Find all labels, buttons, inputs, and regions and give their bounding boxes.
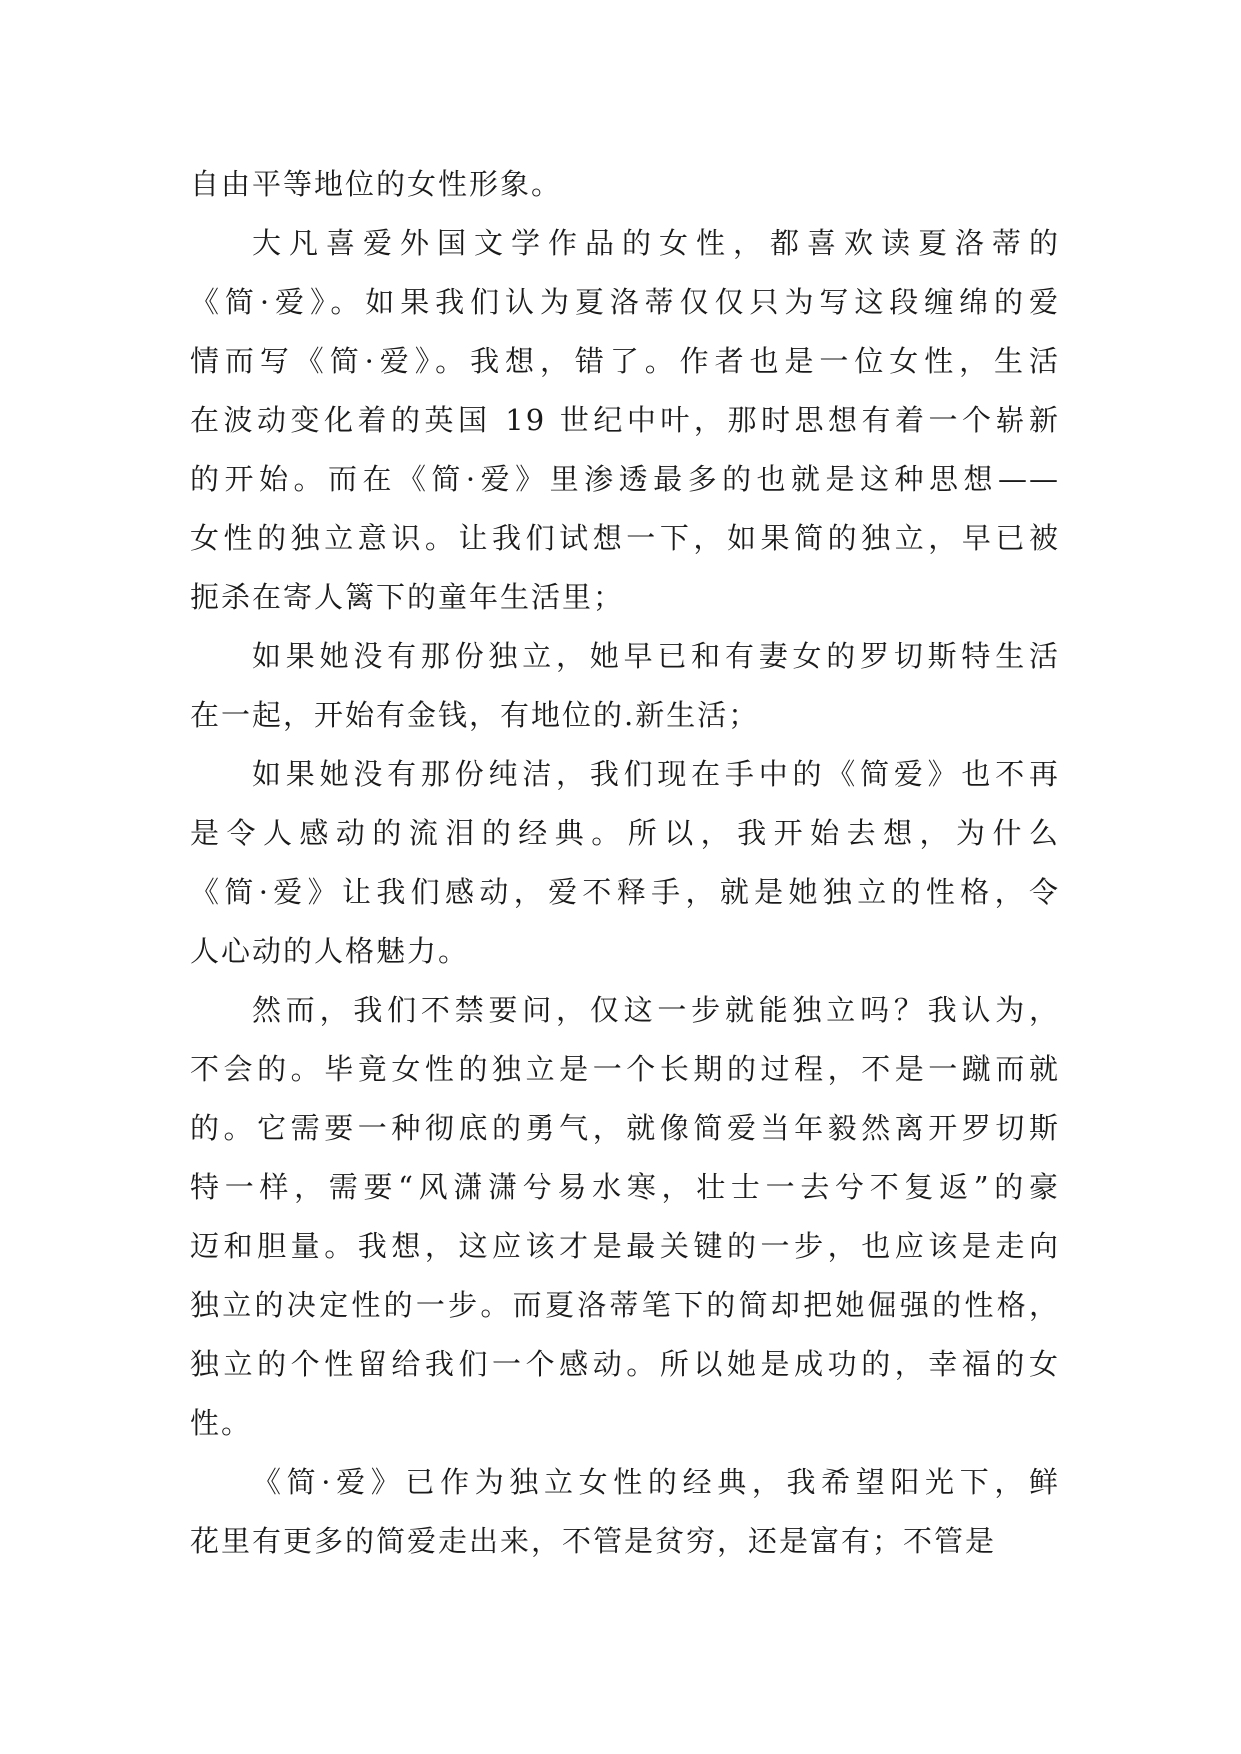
paragraph-courage xyxy=(190,981,1060,1453)
paragraph-without-purity xyxy=(190,745,1060,981)
paragraph-author-intent xyxy=(190,214,1060,627)
text-line: 女性的独立意识。让我们试想一下，如果简的独立，早已被 xyxy=(190,521,1060,555)
paragraph-classic xyxy=(190,1453,1060,1571)
text-line: 是令人感动的流泪的经典。所以，我开始去想，为什么 xyxy=(190,816,1060,850)
text-line: 《简·爱》。如果我们认为夏洛蒂仅仅只为写这段缠绵的爱 xyxy=(190,285,1060,319)
text-line: 《简·爱》让我们感动，爱不释手，就是她独立的性格，令 xyxy=(190,875,1060,909)
paragraph-without-independence xyxy=(190,627,1060,745)
text-line: 不会的。毕竟女性的独立是一个长期的过程，不是一蹴而就 xyxy=(190,1052,1060,1086)
paragraph-intro-tail xyxy=(190,155,1060,214)
text-line: 人心动的人格魅力。 xyxy=(190,934,470,968)
text-line: 《简·爱》已作为独立女性的经典，我希望阳光下，鲜 xyxy=(252,1465,1060,1499)
text-line: 的。它需要一种彻底的勇气，就像简爱当年毅然离开罗切斯 xyxy=(190,1111,1060,1145)
text-line: 独立的决定性的一步。而夏洛蒂笔下的简却把她倔强的性格， xyxy=(190,1288,1060,1322)
text-line: 的开始。而在《简·爱》里渗透最多的也就是这种思想—— xyxy=(190,462,1060,496)
text-line: 如果她没有那份独立，她早已和有妻女的罗切斯特生活 xyxy=(252,639,1060,673)
text-line: 独立的个性留给我们一个感动。所以她是成功的，幸福的女 xyxy=(190,1347,1060,1381)
text-line: 在一起，开始有金钱，有地位的.新生活； xyxy=(190,698,760,732)
text-line: 然而，我们不禁要问，仅这一步就能独立吗？我认为， xyxy=(252,993,1060,1027)
text-line: 自由平等地位的女性形象。 xyxy=(190,167,563,201)
text-line: 在波动变化着的英国 19 世纪中叶，那时思想有着一个崭新 xyxy=(190,403,1060,437)
text-line: 特一样，需要“风潇潇兮易水寒，壮士一去兮不复返”的豪 xyxy=(190,1170,1060,1204)
text-line: 大凡喜爱外国文学作品的女性，都喜欢读夏洛蒂的 xyxy=(252,226,1060,260)
document-body xyxy=(190,155,1060,1571)
text-line: 迈和胆量。我想，这应该才是最关键的一步，也应该是走向 xyxy=(190,1229,1060,1263)
text-line: 性。 xyxy=(190,1406,253,1440)
text-line: 扼杀在寄人篱下的童年生活里； xyxy=(190,580,625,614)
text-line: 情而写《简·爱》。我想，错了。作者也是一位女性，生活 xyxy=(190,344,1060,378)
text-line: 花里有更多的简爱走出来，不管是贫穷，还是富有；不管是 xyxy=(190,1524,997,1558)
text-line: 如果她没有那份纯洁，我们现在手中的《简爱》也不再 xyxy=(252,757,1060,791)
